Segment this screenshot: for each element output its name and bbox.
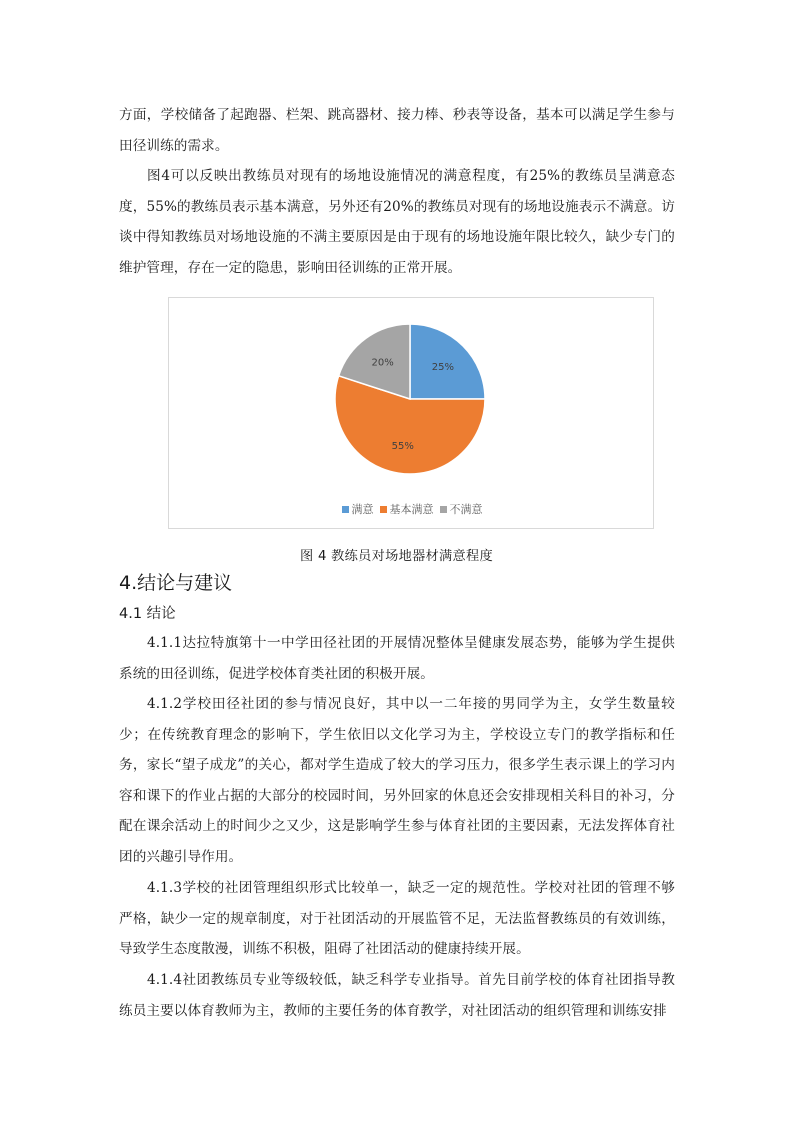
legend-swatch-icon — [440, 506, 447, 513]
legend-item-3 — [440, 501, 483, 517]
pie-data-label-3: 20% — [371, 357, 394, 369]
pie-data-label-1: 25% — [431, 362, 454, 374]
paragraph-conclusion-1: 4.1.1达拉特旗第十一中学田径社团的开展情况整体呈健康发展态势，能够为学生提供系统的田径训练，促进学校体育类社团的积极开展。 — [119, 635, 675, 682]
pie-chart — [169, 298, 653, 498]
pie-chart-figure — [168, 297, 654, 529]
legend-item-1 — [342, 501, 374, 517]
paragraph-satisfaction: 图4可以反映出教练员对现有的场地设施情况的满意程度，有25%的教练员呈满意态度，55%的教练员表示基本满意，另外还有20%的教练员对现有的场地设施表示不满意。访谈中得知教练员对场地设施的不满主要原因是由于现有的场地设施年限比较久，缺少专门的维护管理，存在一定的隐患，影响田径训练的正常开展。 — [119, 168, 675, 276]
paragraph-conclusion-2: 4.1.2学校田径社团的参与情况良好，其中以一二年接的男同学为主，女学生数量较少；在传统教育理念的影响下，学生依旧以文化学习为主，学校设立专门的教学指标和任务，家长“望子成龙”的关心，都对学生造成了较大的学习压力，很多学生表示课上的学习内容和课下的作业占据的大部分的校园时间，另外回家的休息还会安排现相关科目的补习，分配在课余活动上的时间少之又少，这是影响学生参与体育社团的主要因素，无法发挥体育社团的兴趣引导作用。 — [119, 696, 675, 865]
legend-label: 基本满意 — [389, 503, 434, 516]
legend-swatch-icon — [342, 506, 349, 513]
pie-data-label-2: 55% — [391, 440, 414, 452]
chart-legend — [169, 501, 655, 517]
subsection-heading: 4.1 结论 — [119, 606, 176, 622]
paragraph-equipment: 方面，学校储备了起跑器、栏架、跳高器材、接力棒、秒表等设备，基本可以满足学生参与田径训练的需求。 — [119, 107, 675, 154]
legend-swatch-icon — [380, 506, 387, 513]
legend-item-2 — [380, 501, 434, 517]
legend-label: 满意 — [351, 503, 374, 516]
paragraph-conclusion-3: 4.1.3学校的社团管理组织形式比较单一，缺乏一定的规范性。学校对社团的管理不够严格，缺少一定的规章制度，对于社团活动的开展监管不足，无法监督教练员的有效训练，导致学生态度散漫，训练不积极，阻碍了社团活动的健康持续开展。 — [119, 880, 675, 958]
legend-label: 不满意 — [449, 503, 483, 516]
section-heading: 4.结论与建议 — [119, 572, 233, 594]
figure-caption: 图 4 教练员对场地器材满意程度 — [299, 549, 493, 564]
paragraph-conclusion-4: 4.1.4社团教练员专业等级较低，缺乏科学专业指导。首先目前学校的体育社团指导教练员主要以体育教师为主，教师的主要任务的体育教学，对社团活动的组织管理和训练安排 — [119, 972, 675, 1019]
